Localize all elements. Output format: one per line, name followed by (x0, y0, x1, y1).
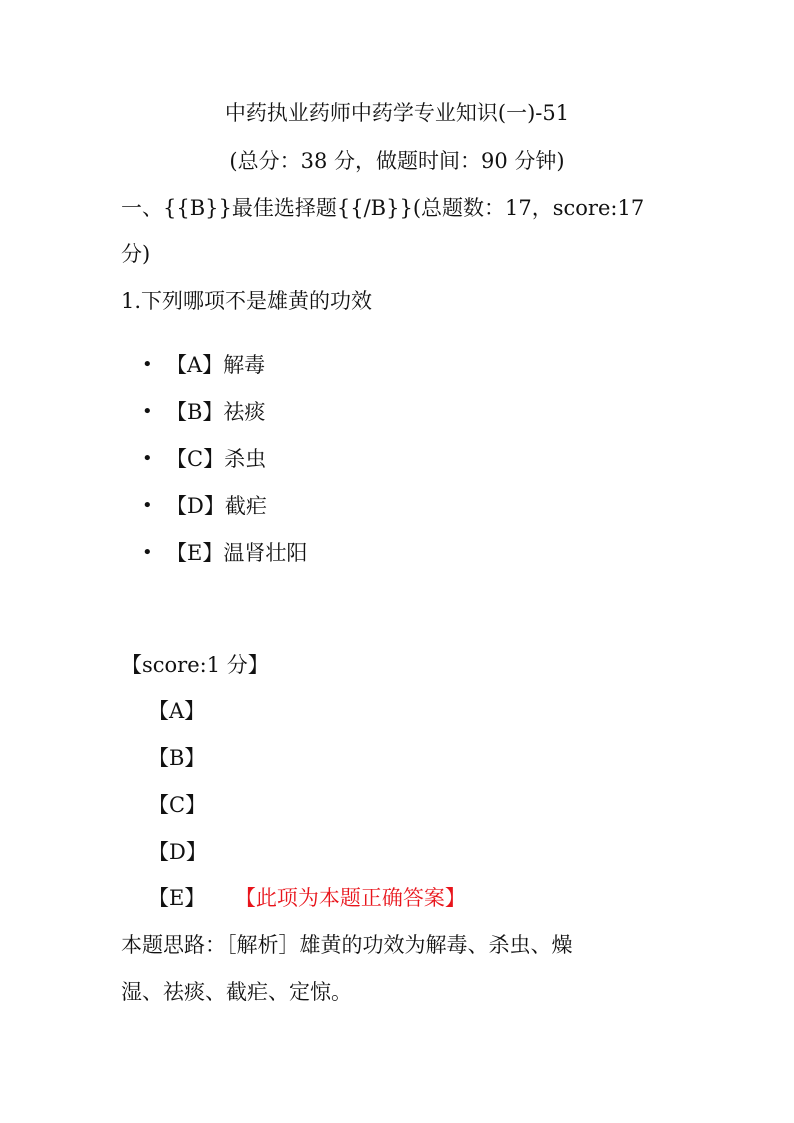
answer-a: 【A】 (148, 699, 206, 723)
section-heading-cont: 分) (121, 242, 151, 266)
option-label: 【C】杀虫 (166, 447, 267, 471)
score-label: 【score:1 分】 (121, 653, 269, 677)
bullet-icon: • (142, 354, 153, 375)
section-heading: 一、{{B}}最佳选择题{{/B}}(总题数：17，score:17 (121, 196, 645, 220)
option-b (142, 398, 265, 426)
bullet-icon: • (142, 401, 153, 422)
bullet-icon: • (142, 448, 153, 469)
document-title: 中药执业药师中药学专业知识(一)-51 (224, 101, 570, 125)
correct-answer-badge: 【此项为本题正确答案】 (245, 886, 466, 910)
option-label: 【D】截疟 (166, 494, 267, 518)
question-text: 1.下列哪项不是雄黄的功效 (121, 289, 373, 313)
explanation: 本题思路：［解析］雄黄的功效为解毒、杀虫、燥 (121, 933, 573, 957)
option-label: 【A】解毒 (166, 353, 266, 377)
answer-b: 【B】 (148, 746, 206, 770)
option-d (142, 492, 267, 520)
explanation-cont: 湿、祛痰、截疟、定惊。 (121, 980, 352, 1004)
option-label: 【E】温肾壮阳 (166, 541, 308, 565)
bullet-icon: • (142, 495, 153, 516)
answer-e-label: 【E】 (148, 886, 206, 910)
option-c (142, 445, 266, 473)
document-subtitle: (总分：38 分，做题时间：90 分钟) (229, 149, 565, 173)
option-a (142, 351, 265, 379)
option-label: 【B】祛痰 (166, 400, 266, 424)
answer-c: 【C】 (148, 793, 207, 817)
answer-e (148, 884, 466, 912)
bullet-icon: • (142, 542, 153, 563)
answer-d: 【D】 (148, 840, 207, 864)
option-e (142, 539, 307, 567)
